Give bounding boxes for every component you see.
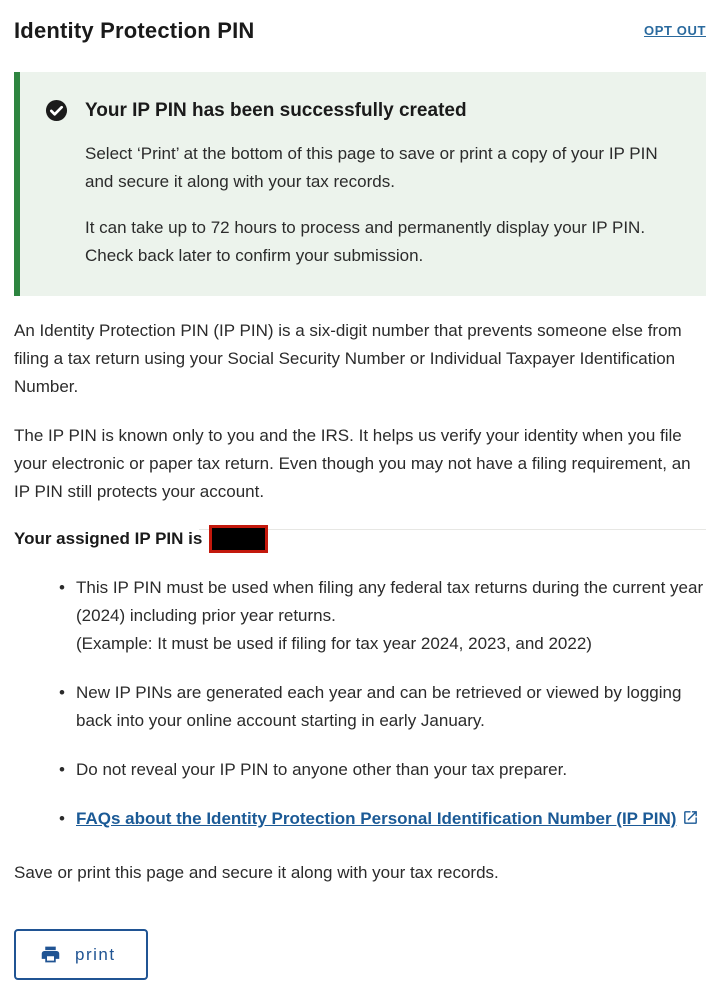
page-title: Identity Protection PIN [14, 18, 255, 43]
list-item-faq [76, 805, 706, 833]
list-item-text: This IP PIN must be used when filing any federal tax returns during the current year (2024) including prior year returns. [76, 578, 704, 625]
opt-out-link[interactable]: OPT OUT [644, 23, 706, 38]
check-circle-icon [45, 99, 68, 122]
list-item-text: New IP PINs are generated each year and can be retrieved or viewed by logging back into your online account starting in early January. [76, 683, 682, 730]
assigned-pin-row [14, 522, 706, 556]
list-item-text: Do not reveal your IP PIN to anyone other than your tax preparer. [76, 760, 568, 779]
success-alert-body [85, 140, 660, 270]
external-link-icon [682, 807, 699, 824]
alert-title: Your IP PIN has been successfully created [85, 99, 467, 121]
pin-info-list [14, 574, 706, 833]
info-paragraph: The IP PIN is known only to you and the IRS. It helps us verify your identity when you file your electronic or paper tax return. Even though you may not have a filing requirement, an IP PIN still protects your account. [14, 426, 691, 501]
faq-link-label: FAQs about the Identity Protection Personal Identification Number (IP PIN) [76, 809, 677, 828]
list-item [76, 756, 706, 784]
list-item [76, 679, 706, 735]
pin-label: Your assigned IP PIN is [14, 529, 203, 548]
pin-value-redacted [209, 525, 268, 553]
intro-paragraph: An Identity Protection PIN (IP PIN) is a six-digit number that prevents someone else from filing a tax return using your Social Security Number or Individual Taxpayer Identification Number. [14, 321, 682, 396]
list-item [76, 574, 706, 658]
closing-paragraph: Save or print this page and secure it along with your tax records. [14, 863, 499, 882]
list-item-example: (Example: It must be used if filing for tax year 2024, 2023, and 2022) [76, 634, 592, 653]
print-button-label: print [75, 944, 116, 964]
printer-icon [40, 944, 61, 965]
faq-link[interactable] [76, 809, 699, 828]
alert-paragraph: Select ‘Print’ at the bottom of this page to save or print a copy of your IP PIN and secure it along with your tax records. [85, 144, 658, 191]
page-header [14, 18, 706, 44]
success-alert-header [45, 99, 660, 122]
print-button[interactable] [14, 929, 148, 980]
alert-paragraph: It can take up to 72 hours to process and permanently display your IP PIN. Check back later to confirm your submission. [85, 218, 646, 265]
success-alert [14, 72, 706, 296]
divider-line [199, 529, 706, 530]
